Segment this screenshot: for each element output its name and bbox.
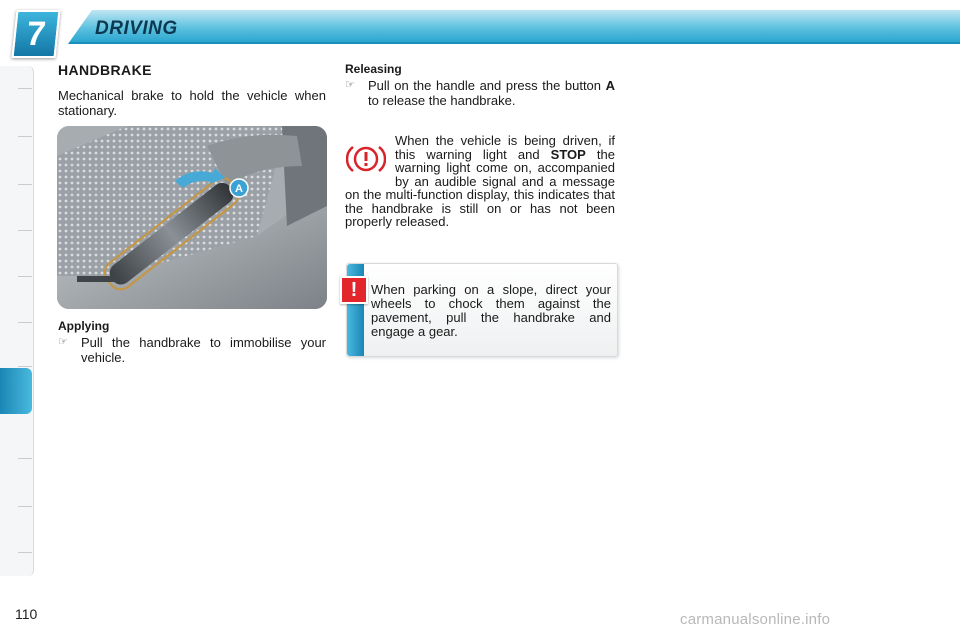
side-tab-divider [18, 322, 32, 323]
section-title: HANDBRAKE [58, 62, 152, 78]
warning-text-start: When the vehicle is being driven, if this warning light and [395, 133, 615, 162]
side-tab-divider [18, 136, 32, 137]
pointing-hand-icon: ☞ [345, 79, 355, 91]
pointing-hand-icon: ☞ [58, 336, 68, 348]
chapter-side-tabs [0, 66, 34, 576]
side-tab-active [0, 368, 32, 414]
button-a-reference: A [605, 78, 615, 93]
side-tab-divider [18, 88, 32, 89]
button-a-label: A [235, 183, 243, 195]
side-tab-divider [18, 366, 32, 367]
applying-instruction [58, 335, 326, 365]
side-tab-divider [18, 184, 32, 185]
applying-text: Pull the handbrake to immobilise your vehicle. [81, 335, 326, 365]
releasing-text-start: Pull on the handle and press the button [368, 78, 606, 93]
side-tab-divider [18, 276, 32, 277]
releasing-text-end: to release the handbrake. [368, 93, 516, 108]
page-number: 110 [15, 606, 38, 622]
chapter-badge: 7 [11, 10, 60, 58]
releasing-title: Releasing [345, 62, 402, 76]
handbrake-photo [57, 126, 327, 309]
side-tab-divider [18, 506, 32, 507]
releasing-text [368, 78, 615, 108]
page-title: DRIVING [95, 18, 178, 39]
applying-title: Applying [58, 319, 110, 333]
watermark: carmanualsonline.info [680, 611, 831, 628]
note-text: When parking on a slope, direct your wheels to chock them against the pavement, pull the handbrake and engage a gear. [371, 282, 611, 339]
intro-text: Mechanical brake to hold the vehicle when stationary. [58, 88, 326, 118]
exclamation-icon: ! [340, 276, 368, 304]
brake-warning-light-icon [346, 144, 386, 174]
side-tab-divider [18, 458, 32, 459]
stop-label: STOP [550, 146, 586, 162]
header-bar [40, 10, 960, 44]
side-tab-divider [18, 552, 32, 553]
handbrake-illustration [57, 126, 327, 309]
releasing-instruction [345, 78, 615, 108]
side-tab-divider [18, 230, 32, 231]
warning-text-end: the warning light come on, accompanied by an audible signal and a message on the multi-function display, this indicates that the handbrake is still on or has not been properly released. [345, 146, 615, 229]
